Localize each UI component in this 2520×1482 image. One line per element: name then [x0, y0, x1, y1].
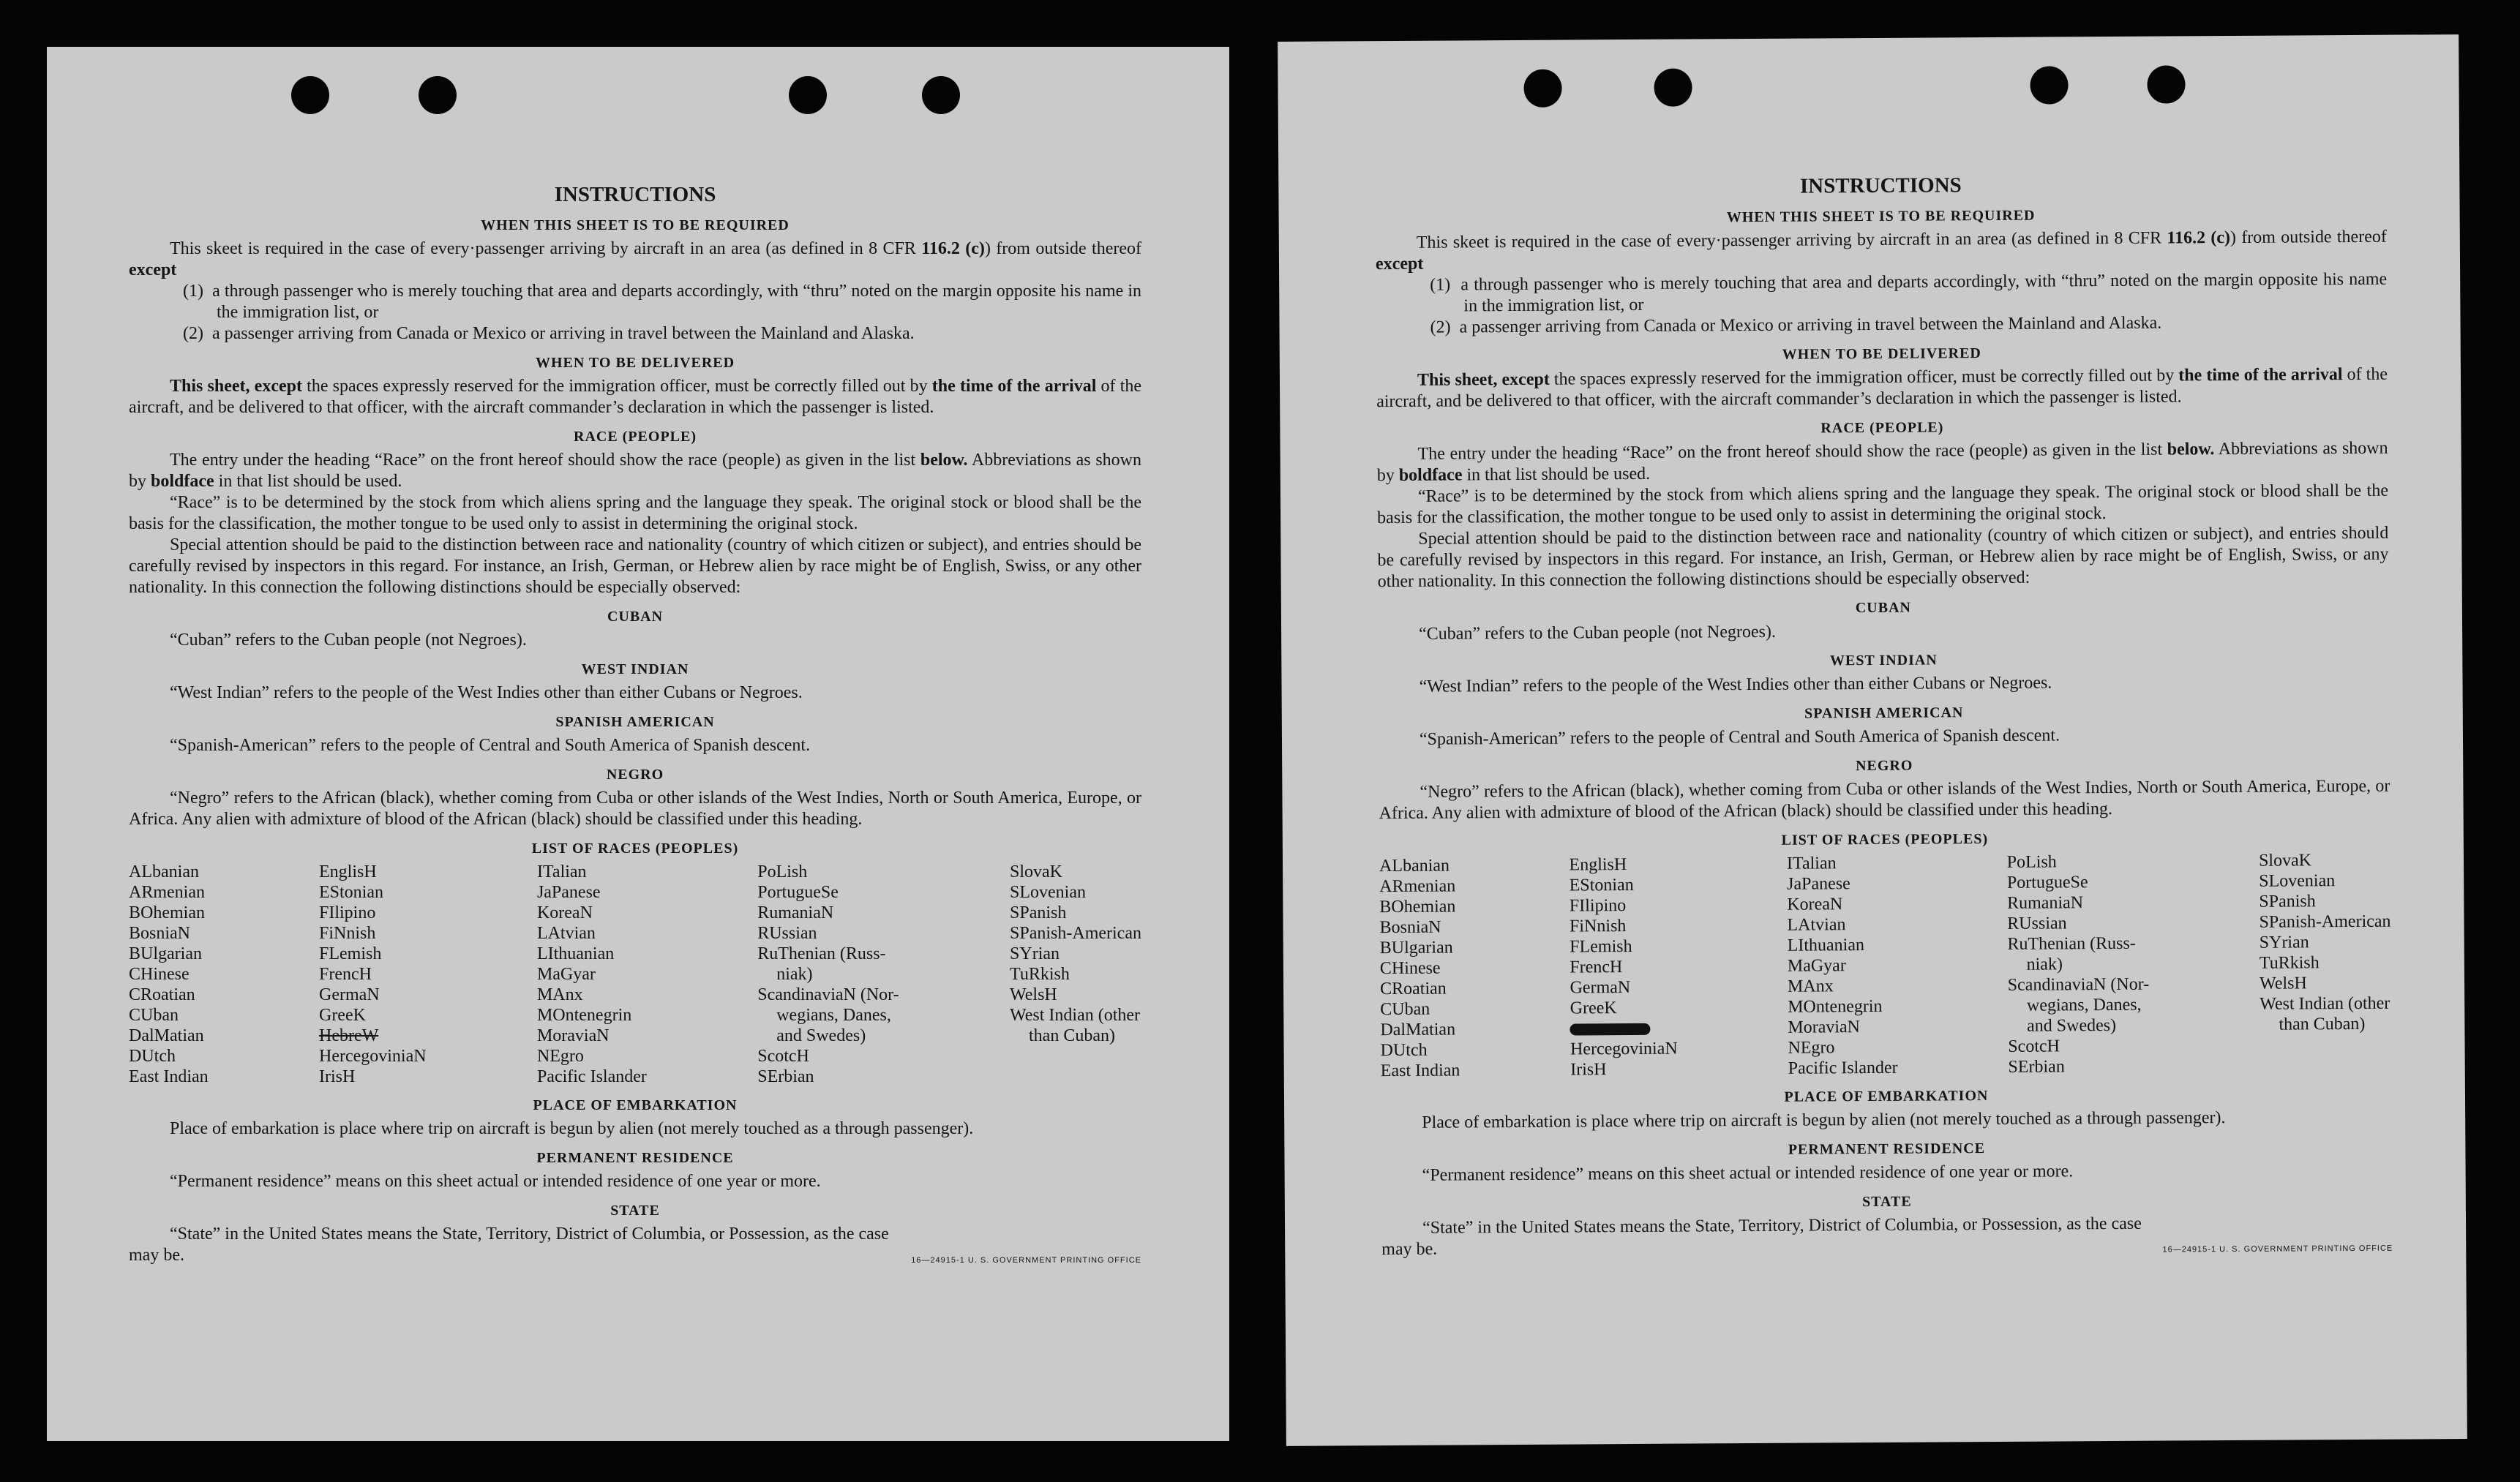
race-item: HercegoviniaN	[318, 1047, 427, 1066]
races-column-2	[1569, 854, 1677, 1080]
delivered-paragraph: This sheet, except the spaces expressly reserved for the immigration officer, must be correctly filled out by the time of the arrival of the aircraft, and be delivered to that officer, with the aircraft commander’s declaration in which the passenger is listed.	[1376, 364, 2388, 412]
clause-2: (2) a passenger arriving from Canada or Mexico or arriving in travel between the Mainland and Alaska.	[183, 324, 915, 343]
race-item: BosniaN	[1379, 917, 1441, 938]
race-item: RUssian	[2007, 914, 2067, 933]
race-item: NEgro	[1788, 1038, 1835, 1058]
race-item: MaGyar	[1787, 956, 1846, 976]
section-heading-state: STATE	[1861, 1193, 1912, 1211]
race-item-struck: HebreW	[318, 1026, 379, 1045]
section-heading-race: RACE (PEOPLE)	[1820, 419, 1944, 437]
race-item: EnglisH	[1569, 855, 1627, 875]
race-item: FIlipino	[318, 903, 376, 922]
race-item: RUssian	[757, 924, 817, 943]
race-item: PoLish	[757, 862, 808, 881]
race-item: ITalian	[536, 862, 587, 881]
page-footer	[129, 1245, 1141, 1266]
section-heading-west-indian: WEST INDIAN	[581, 661, 689, 677]
race-item-continued: niak)	[2026, 955, 2063, 974]
section-heading-spanish-american: SPANISH AMERICAN	[555, 714, 715, 730]
race-item-continued: and Swedes)	[2027, 1015, 2117, 1036]
race-item: FLemish	[318, 944, 382, 963]
cuban-paragraph: “Cuban” refers to the Cuban people (not Negroes).	[1419, 622, 1776, 644]
section-heading-required: WHEN THIS SHEET IS TO BE REQUIRED	[481, 217, 790, 233]
race-item: Pacific Islander	[536, 1067, 647, 1086]
race-item: SPanish-American	[1010, 924, 1141, 943]
race-item: FIlipino	[1569, 896, 1627, 916]
race-item: West Indian (other	[1010, 1006, 1141, 1025]
race-item: BUlgarian	[129, 944, 202, 963]
embarkation-paragraph: Place of embarkation is place where trip on aircraft is begun by alien (not merely touched as a through passenger).	[1422, 1108, 2226, 1132]
race-item: CRoatian	[129, 985, 195, 1004]
spanish-american-paragraph: “Spanish-American” refers to the people of Central and South America of Spanish descent.	[1419, 726, 2060, 749]
race-item: EnglisH	[318, 862, 377, 881]
race-item: RuThenian (Russ-	[2007, 933, 2136, 954]
race-item: SYrian	[2259, 933, 2309, 952]
race-paragraph-2: “Race” is to be determined by the stock from which aliens spring and the language they speak. The original stock or blood shall be the basis for the classification, the mother tongue to be used only to assist in determining the original stock.	[1377, 481, 2389, 528]
residence-paragraph: “Permanent residence” means on this sheet actual or intended residence of one year or more.	[1422, 1162, 2074, 1185]
required-paragraph: This skeet is required in the case of every·passenger arriving by aircraft in an area (as defined in 8 CFR 116.2 (c)) from outside thereof except	[129, 239, 1142, 279]
race-item: East Indian	[1380, 1061, 1460, 1081]
race-item: IrisH	[318, 1067, 356, 1086]
race-item: RumaniaN	[2007, 893, 2084, 913]
race-item: PortugueSe	[2006, 873, 2088, 892]
race-item: MAnx	[536, 985, 583, 1004]
punch-hole	[789, 76, 827, 114]
race-item: DUtch	[1380, 1040, 1428, 1061]
race-item: JaPanese	[1787, 874, 1850, 894]
race-item: ScandinaviaN (Nor-	[2007, 974, 2150, 995]
races-column-3	[1787, 853, 1898, 1079]
race-item: SLovenian	[1010, 883, 1086, 902]
page-title: INSTRUCTIONS	[554, 183, 716, 206]
race-item: IrisH	[1570, 1060, 1607, 1080]
races-column-1	[129, 862, 209, 1087]
race-item: CHinese	[129, 965, 190, 984]
section-heading-delivered: WHEN TO BE DELIVERED	[535, 355, 735, 371]
section-heading-residence: PERMANENT RESIDENCE	[536, 1150, 734, 1166]
embarkation-paragraph: Place of embarkation is place where trip on aircraft is begun by alien (not merely touched as a through passenger).	[170, 1119, 974, 1138]
race-item-continued: wegians, Danes,	[776, 1006, 891, 1025]
race-item-continued: and Swedes)	[776, 1026, 866, 1045]
race-item: MOntenegrin	[536, 1006, 632, 1025]
section-heading-embarkation: PLACE OF EMBARKATION	[533, 1097, 738, 1113]
required-paragraph: This skeet is required in the case of every·passenger arriving by aircraft in an area (as defined in 8 CFR 116.2 (c)) from outside thereof except	[1375, 227, 2387, 274]
race-item: RumaniaN	[757, 903, 834, 922]
punch-hole	[1523, 69, 1561, 108]
race-item: BosniaN	[129, 924, 190, 943]
race-item: GermaN	[318, 985, 380, 1004]
race-item-continued: than Cuban)	[1029, 1026, 1115, 1045]
race-item: EStonian	[318, 883, 383, 902]
races-column-2	[319, 862, 427, 1087]
section-heading-west-indian: WEST INDIAN	[1829, 652, 1938, 669]
section-heading-races-list: LIST OF RACES (PEOPLES)	[531, 840, 739, 857]
race-item: KoreaN	[1787, 895, 1843, 914]
race-item: SPanish-American	[2259, 911, 2391, 932]
negro-paragraph: “Negro” refers to the African (black), whether coming from Cuba or other islands of the West Indies, North or South America, Europe, or Africa. Any alien with admixture of blood of the African (black) should be classified under this heading.	[129, 789, 1141, 829]
races-column-4	[757, 862, 899, 1087]
race-item: CHinese	[1379, 958, 1441, 979]
clause-1: (1) a through passenger who is merely touching that area and departs accordingly, with “thru” noted on the margin opposite his name in the immigration list, or	[1430, 269, 2388, 316]
section-heading-cuban: CUBAN	[607, 609, 664, 625]
race-item: SLovenian	[2259, 871, 2336, 891]
west-indian-paragraph: “West Indian” refers to the people of the West Indies other than either Cubans or Negroes.	[170, 683, 803, 702]
printer-imprint: 16—24915-1 U. S. GOVERNMENT PRINTING OFFICE	[2162, 1244, 2393, 1255]
spanish-american-paragraph: “Spanish-American” refers to the people of Central and South America of Spanish descent.	[170, 736, 811, 755]
race-item: Pacific Islander	[1788, 1058, 1898, 1078]
race-item: GermaN	[1570, 978, 1631, 998]
race-item: BOhemian	[1379, 897, 1456, 917]
race-item: West Indian (other	[2260, 993, 2390, 1014]
race-item: SErbian	[757, 1067, 814, 1086]
race-item: SYrian	[1010, 944, 1060, 963]
section-heading-delivered: WHEN TO BE DELIVERED	[1782, 345, 1981, 363]
page-title: INSTRUCTIONS	[1799, 173, 1962, 198]
race-item: SPanish	[1010, 903, 1067, 922]
race-item: DUtch	[129, 1047, 176, 1066]
race-item: SlovaK	[2258, 851, 2312, 870]
punch-hole	[2030, 66, 2068, 104]
race-item: PortugueSe	[757, 883, 839, 902]
race-item: LIthuanian	[1787, 936, 1865, 955]
race-item: CUban	[1380, 999, 1430, 1020]
race-item: ALbanian	[1379, 856, 1450, 876]
negro-paragraph: “Negro” refers to the African (black), whether coming from Cuba or other islands of the West Indies, North or South America, Europe, or Africa. Any alien with admixture of blood of the African (black) should be classified under this heading.	[1379, 776, 2390, 824]
ink-blot	[1570, 1023, 1651, 1036]
race-item: ITalian	[1786, 854, 1837, 873]
race-paragraph-1: The entry under the heading “Race” on the front hereof should show the race (people) as given in the list below. Abbreviations as shown by boldface in that list should be used.	[1376, 438, 2388, 486]
races-column-1	[1379, 855, 1460, 1081]
race-item: SlovaK	[1010, 862, 1063, 881]
punch-hole	[922, 76, 960, 114]
state-paragraph-end: may be.	[129, 1246, 184, 1265]
race-item: ARmenian	[129, 883, 205, 902]
cuban-paragraph: “Cuban” refers to the Cuban people (not Negroes).	[170, 631, 527, 650]
races-list	[129, 862, 1141, 1087]
race-item: FrencH	[318, 965, 372, 984]
section-heading-negro: NEGRO	[1855, 757, 1913, 775]
punch-hole	[419, 76, 457, 114]
clause-2: (2) a passenger arriving from Canada or Mexico or arriving in travel between the Mainland and Alaska.	[1430, 313, 2162, 337]
race-item: LAtvian	[536, 924, 596, 943]
state-paragraph-end: may be.	[1381, 1239, 1438, 1260]
punch-hole	[1654, 68, 1692, 106]
race-item: FiNnish	[318, 924, 376, 943]
races-column-5	[2259, 850, 2392, 1076]
race-item: SPanish	[2259, 892, 2316, 911]
race-item-continued: niak)	[776, 965, 813, 984]
race-item: DalMatian	[129, 1026, 204, 1045]
race-item: ARmenian	[1379, 876, 1456, 897]
race-item: GreeK	[318, 1006, 366, 1025]
race-item: FrencH	[1570, 958, 1623, 977]
race-item-blotted	[1570, 1018, 1678, 1039]
section-heading-negro: NEGRO	[606, 767, 664, 783]
race-item: GreeK	[1570, 998, 1617, 1018]
race-item: East Indian	[129, 1067, 209, 1086]
printer-imprint: 16—24915-1 U. S. GOVERNMENT PRINTING OFFICE	[911, 1256, 1141, 1265]
section-heading-state: STATE	[610, 1203, 660, 1219]
race-item: MoraviaN	[536, 1026, 610, 1045]
races-column-5	[1010, 862, 1141, 1087]
race-item: LAtvian	[1787, 915, 1846, 935]
section-heading-races-list: LIST OF RACES (PEOPLES)	[1781, 831, 1989, 849]
race-item: RuThenian (Russ-	[757, 944, 886, 963]
race-item: DalMatian	[1380, 1020, 1456, 1040]
race-item: TuRkish	[2259, 953, 2320, 973]
race-item: CRoatian	[1379, 979, 1447, 999]
race-item: BOhemian	[129, 903, 205, 922]
race-item: FLemish	[1570, 937, 1632, 957]
punch-hole	[291, 76, 329, 114]
race-item: MoraviaN	[1788, 1018, 1861, 1037]
clause-1: (1) a through passenger who is merely touching that area and departs accordingly, with “thru” noted on the margin opposite his name in the immigration list, or	[183, 282, 1142, 322]
race-item: HercegoviniaN	[1570, 1039, 1678, 1059]
race-paragraph-2: “Race” is to be determined by the stock from which aliens spring and the language they speak. The original stock or blood shall be the basis for the classification, the mother tongue to be used only to assist in determining the original stock.	[129, 493, 1141, 533]
race-item: ScotcH	[2008, 1037, 2060, 1056]
race-item: BUlgarian	[1379, 938, 1453, 958]
race-item: ScotcH	[757, 1047, 809, 1066]
race-paragraph-3: Special attention should be paid to the distinction between race and nationality (country of which citizen or subject), and entries should be carefully revised by inspectors in this regard. For instance, an Irish, German, or Hebrew alien by race might be of English, Swiss, or any other nationality. In this connection the following distinctions should be especially observed:	[1377, 523, 2389, 592]
state-paragraph: “State” in the United States means the State, Territory, District of Columbia, or Possession, as the case	[170, 1225, 889, 1244]
races-list	[1379, 850, 2392, 1081]
race-item: SErbian	[2008, 1057, 2065, 1077]
race-item: PoLish	[2006, 852, 2057, 872]
section-heading-required: WHEN THIS SHEET IS TO BE REQUIRED	[1726, 207, 2036, 226]
document-page-left	[47, 47, 1229, 1441]
races-column-4	[2007, 851, 2150, 1077]
race-item: ALbanian	[129, 862, 199, 881]
section-heading-race: RACE (PEOPLE)	[574, 429, 697, 445]
races-column-3	[537, 862, 647, 1087]
document-page-right	[1278, 34, 2467, 1446]
race-paragraph-3: Special attention should be paid to the distinction between race and nationality (country of which citizen or subject), and entries should be carefully revised by inspectors in this regard. For instance, an Irish, German, or Hebrew alien by race might be of English, Swiss, or any other nationality. In this connection the following distinctions should be especially observed:	[129, 535, 1141, 597]
race-item: FiNnish	[1569, 917, 1627, 936]
race-item: CUban	[129, 1006, 179, 1025]
race-item-continued: wegians, Danes,	[2026, 995, 2142, 1015]
race-item: WelsH	[1010, 985, 1057, 1004]
race-paragraph-1: The entry under the heading “Race” on the front hereof should show the race (people) as given in the list below. Abbreviations as shown by boldface in that list should be used.	[129, 451, 1141, 491]
residence-paragraph: “Permanent residence” means on this sheet actual or intended residence of one year or more.	[170, 1172, 821, 1191]
race-item: EStonian	[1569, 875, 1634, 895]
section-heading-cuban: CUBAN	[1855, 599, 1912, 617]
section-heading-residence: PERMANENT RESIDENCE	[1788, 1140, 1986, 1158]
state-paragraph: “State” in the United States means the State, Territory, District of Columbia, or Possession, as the case	[1422, 1214, 2142, 1238]
race-item: TuRkish	[1010, 965, 1070, 984]
race-item: ScandinaviaN (Nor-	[757, 985, 899, 1004]
race-item: MaGyar	[536, 965, 596, 984]
race-item: KoreaN	[536, 903, 593, 922]
race-item: NEgro	[536, 1047, 584, 1066]
west-indian-paragraph: “West Indian” refers to the people of the West Indies other than either Cubans or Negroes.	[1419, 673, 2052, 696]
section-heading-embarkation: PLACE OF EMBARKATION	[1784, 1088, 1989, 1105]
punch-hole	[2147, 65, 2185, 103]
section-heading-spanish-american: SPANISH AMERICAN	[1804, 704, 1964, 722]
delivered-paragraph: This sheet, except the spaces expressly reserved for the immigration officer, must be correctly filled out by the time of the arrival of the aircraft, and be delivered to that officer, with the aircraft commander’s declaration in which the passenger is listed.	[129, 377, 1142, 417]
race-item-continued: than Cuban)	[2279, 1014, 2366, 1034]
race-item: LIthuanian	[536, 944, 615, 963]
race-item: WelsH	[2259, 974, 2307, 993]
race-item: JaPanese	[536, 883, 601, 902]
race-item: MAnx	[1787, 977, 1834, 996]
race-item: MOntenegrin	[1788, 996, 1883, 1017]
